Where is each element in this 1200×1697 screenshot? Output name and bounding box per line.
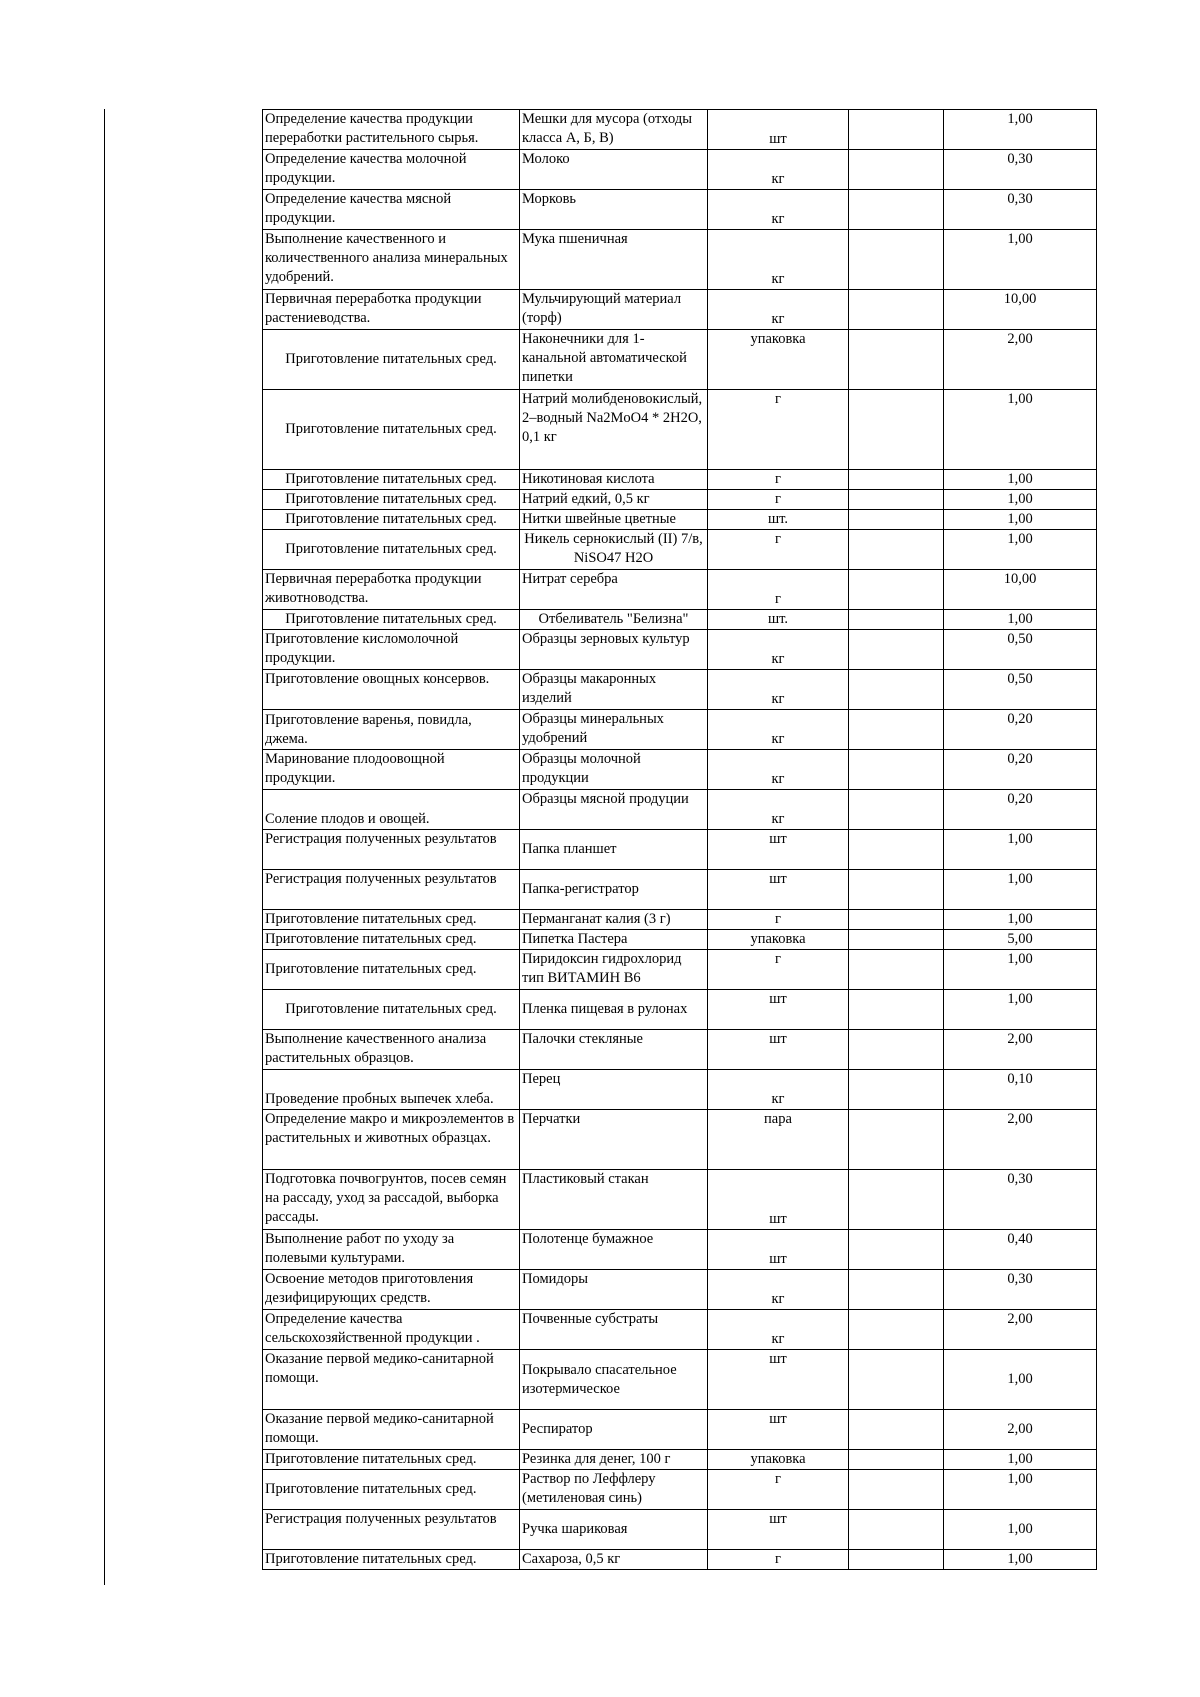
empty-cell xyxy=(849,790,944,830)
material-cell: Перманганат калия (3 г) xyxy=(520,910,708,930)
material-cell: Пленка пищевая в рулонах xyxy=(520,990,708,1030)
quantity-cell: 1,00 xyxy=(944,870,1097,910)
quantity-cell: 1,00 xyxy=(944,1470,1097,1510)
operation-cell: Приготовление питательных сред. xyxy=(263,1450,520,1470)
table-row xyxy=(263,1410,1097,1450)
material-cell: Палочки стекляные xyxy=(520,1030,708,1070)
material-cell: Полотенце бумажное xyxy=(520,1230,708,1270)
material-cell: Образцы макаронных изделий xyxy=(520,670,708,710)
unit-cell: шт xyxy=(708,870,849,910)
empty-cell xyxy=(849,610,944,630)
material-cell: Ручка шариковая xyxy=(520,1510,708,1550)
operation-cell: Приготовление питательных сред. xyxy=(263,1470,520,1510)
quantity-cell: 1,00 xyxy=(944,830,1097,870)
operation-cell: Определение макро и микроэлементов в растительных и животных образцах. xyxy=(263,1110,520,1170)
unit-cell: шт. xyxy=(708,510,849,530)
quantity-cell: 2,00 xyxy=(944,330,1097,390)
table-row xyxy=(263,510,1097,530)
material-cell: Мульчирующий материал (торф) xyxy=(520,290,708,330)
quantity-cell: 1,00 xyxy=(944,510,1097,530)
table-row xyxy=(263,190,1097,230)
quantity-cell: 10,00 xyxy=(944,290,1097,330)
material-cell: Покрывало спасательное изотермическое xyxy=(520,1350,708,1410)
unit-cell: кг xyxy=(708,150,849,190)
operation-cell: Приготовление питательных сред. xyxy=(263,990,520,1030)
quantity-cell: 1,00 xyxy=(944,1450,1097,1470)
table-row xyxy=(263,1510,1097,1550)
material-cell: Натрий молибденовокислый, 2–водный Na2MoO4 * 2H2O, 0,1 кг xyxy=(520,390,708,470)
material-cell: Морковь xyxy=(520,190,708,230)
operation-cell: Первичная переработка продукции растениеводства. xyxy=(263,290,520,330)
table-row xyxy=(263,1070,1097,1110)
table-row xyxy=(263,390,1097,470)
quantity-cell: 1,00 xyxy=(944,530,1097,570)
empty-cell xyxy=(849,470,944,490)
operation-cell: Приготовление овощных консервов. xyxy=(263,670,520,710)
quantity-cell: 2,00 xyxy=(944,1030,1097,1070)
table-row xyxy=(263,570,1097,610)
table-row xyxy=(263,910,1097,930)
table-row xyxy=(263,610,1097,630)
unit-cell: кг xyxy=(708,1270,849,1310)
unit-cell: г xyxy=(708,470,849,490)
table-row xyxy=(263,630,1097,670)
table-row xyxy=(263,530,1097,570)
operation-cell: Регистрация полученных результатов xyxy=(263,1510,520,1550)
empty-cell xyxy=(849,1030,944,1070)
material-cell: Папка планшет xyxy=(520,830,708,870)
page-margin-line xyxy=(104,109,105,1585)
quantity-cell: 0,30 xyxy=(944,150,1097,190)
empty-cell xyxy=(849,390,944,470)
unit-cell: шт xyxy=(708,110,849,150)
empty-cell xyxy=(849,870,944,910)
empty-cell xyxy=(849,150,944,190)
operation-cell: Регистрация полученных результатов xyxy=(263,870,520,910)
empty-cell xyxy=(849,110,944,150)
operation-cell: Подготовка почвогрунтов, посев семян на рассаду, уход за рассадой, выборка рассады. xyxy=(263,1170,520,1230)
material-cell: Пипетка Пастера xyxy=(520,930,708,950)
operation-cell: Соление плодов и овощей. xyxy=(263,790,520,830)
quantity-cell: 5,00 xyxy=(944,930,1097,950)
table-row xyxy=(263,490,1097,510)
unit-cell: шт. xyxy=(708,610,849,630)
table-row xyxy=(263,830,1097,870)
table-row xyxy=(263,150,1097,190)
empty-cell xyxy=(849,1410,944,1450)
operation-cell: Определение качества мясной продукции. xyxy=(263,190,520,230)
empty-cell xyxy=(849,1310,944,1350)
operation-cell: Определение качества продукции переработки растительного сырья. xyxy=(263,110,520,150)
empty-cell xyxy=(849,990,944,1030)
unit-cell: шт xyxy=(708,1030,849,1070)
table-row xyxy=(263,670,1097,710)
unit-cell: шт xyxy=(708,1350,849,1410)
operation-cell: Оказание первой медико-санитарной помощи. xyxy=(263,1410,520,1450)
unit-cell: кг xyxy=(708,190,849,230)
material-cell: Сахароза, 0,5 кг xyxy=(520,1550,708,1570)
unit-cell: г xyxy=(708,570,849,610)
empty-cell xyxy=(849,930,944,950)
empty-cell xyxy=(849,1270,944,1310)
operation-cell: Выполнение качественного и количественного анализа минеральных удобрений. xyxy=(263,230,520,290)
operation-cell: Определение качества молочной продукции. xyxy=(263,150,520,190)
unit-cell: шт xyxy=(708,830,849,870)
material-cell: Мука пшеничная xyxy=(520,230,708,290)
unit-cell: кг xyxy=(708,750,849,790)
unit-cell: г xyxy=(708,1550,849,1570)
quantity-cell: 0,30 xyxy=(944,1170,1097,1230)
table-row xyxy=(263,990,1097,1030)
operation-cell: Приготовление питательных сред. xyxy=(263,530,520,570)
table-row xyxy=(263,1170,1097,1230)
operation-cell: Приготовление кисломолочной продукции. xyxy=(263,630,520,670)
table-row xyxy=(263,1030,1097,1070)
quantity-cell: 1,00 xyxy=(944,110,1097,150)
operation-cell: Оказание первой медико-санитарной помощи. xyxy=(263,1350,520,1410)
empty-cell xyxy=(849,1470,944,1510)
unit-cell: г xyxy=(708,910,849,930)
unit-cell: г xyxy=(708,490,849,510)
quantity-cell: 1,00 xyxy=(944,1550,1097,1570)
empty-cell xyxy=(849,1170,944,1230)
table-row xyxy=(263,1110,1097,1170)
quantity-cell: 0,30 xyxy=(944,1270,1097,1310)
unit-cell: г xyxy=(708,530,849,570)
material-cell: Раствор по Леффлеру (метиленовая синь) xyxy=(520,1470,708,1510)
quantity-cell: 1,00 xyxy=(944,230,1097,290)
material-cell: Перчатки xyxy=(520,1110,708,1170)
unit-cell: г xyxy=(708,950,849,990)
unit-cell: кг xyxy=(708,790,849,830)
unit-cell: упаковка xyxy=(708,330,849,390)
unit-cell: шт xyxy=(708,1230,849,1270)
quantity-cell: 1,00 xyxy=(944,990,1097,1030)
quantity-cell: 2,00 xyxy=(944,1110,1097,1170)
material-cell: Никотиновая кислота xyxy=(520,470,708,490)
unit-cell: пара xyxy=(708,1110,849,1170)
quantity-cell: 1,00 xyxy=(944,1350,1097,1410)
material-cell: Пластиковый стакан xyxy=(520,1170,708,1230)
material-cell: Образцы зерновых культур xyxy=(520,630,708,670)
empty-cell xyxy=(849,1070,944,1110)
empty-cell xyxy=(849,490,944,510)
unit-cell: кг xyxy=(708,290,849,330)
empty-cell xyxy=(849,190,944,230)
table-row xyxy=(263,470,1097,490)
operation-cell: Определение качества сельскохозяйственной продукции . xyxy=(263,1310,520,1350)
material-cell: Резинка для денег, 100 г xyxy=(520,1450,708,1470)
operation-cell: Приготовление питательных сред. xyxy=(263,1550,520,1570)
table-row xyxy=(263,1470,1097,1510)
material-cell: Отбеливатель "Белизна" xyxy=(520,610,708,630)
empty-cell xyxy=(849,510,944,530)
quantity-cell: 0,20 xyxy=(944,750,1097,790)
operation-cell: Выполнение качественного анализа растительных образцов. xyxy=(263,1030,520,1070)
quantity-cell: 10,00 xyxy=(944,570,1097,610)
empty-cell xyxy=(849,910,944,930)
material-cell: Перец xyxy=(520,1070,708,1110)
quantity-cell: 0,50 xyxy=(944,630,1097,670)
empty-cell xyxy=(849,1450,944,1470)
quantity-cell: 1,00 xyxy=(944,910,1097,930)
unit-cell: шт xyxy=(708,990,849,1030)
table-row xyxy=(263,290,1097,330)
material-cell: Образцы минеральных удобрений xyxy=(520,710,708,750)
quantity-cell: 0,20 xyxy=(944,710,1097,750)
empty-cell xyxy=(849,1550,944,1570)
empty-cell xyxy=(849,230,944,290)
table-row xyxy=(263,1310,1097,1350)
operation-cell: Приготовление питательных сред. xyxy=(263,490,520,510)
materials-table-body xyxy=(263,110,1097,1570)
table-row xyxy=(263,750,1097,790)
table-row xyxy=(263,110,1097,150)
unit-cell: кг xyxy=(708,1070,849,1110)
empty-cell xyxy=(849,950,944,990)
quantity-cell: 0,20 xyxy=(944,790,1097,830)
table-row xyxy=(263,950,1097,990)
table-row xyxy=(263,1350,1097,1410)
unit-cell: шт xyxy=(708,1510,849,1550)
material-cell: Образцы мясной продуции xyxy=(520,790,708,830)
empty-cell xyxy=(849,1350,944,1410)
material-cell: Респиратор xyxy=(520,1410,708,1450)
empty-cell xyxy=(849,330,944,390)
empty-cell xyxy=(849,670,944,710)
quantity-cell: 1,00 xyxy=(944,390,1097,470)
table-row xyxy=(263,1230,1097,1270)
operation-cell: Первичная переработка продукции животноводства. xyxy=(263,570,520,610)
table-row xyxy=(263,330,1097,390)
unit-cell: упаковка xyxy=(708,930,849,950)
material-cell: Нитки швейные цветные xyxy=(520,510,708,530)
empty-cell xyxy=(849,710,944,750)
operation-cell: Приготовление питательных сред. xyxy=(263,610,520,630)
quantity-cell: 1,00 xyxy=(944,470,1097,490)
material-cell: Образцы молочной продукции xyxy=(520,750,708,790)
material-cell: Пиридоксин гидрохлорид тип ВИТАМИН В6 xyxy=(520,950,708,990)
table-row xyxy=(263,710,1097,750)
material-cell: Молоко xyxy=(520,150,708,190)
quantity-cell: 2,00 xyxy=(944,1310,1097,1350)
operation-cell: Приготовление питательных сред. xyxy=(263,390,520,470)
unit-cell: кг xyxy=(708,670,849,710)
operation-cell: Приготовление питательных сред. xyxy=(263,510,520,530)
operation-cell: Приготовление питательных сред. xyxy=(263,470,520,490)
material-cell: Почвенные субстраты xyxy=(520,1310,708,1350)
material-cell: Натрий едкий, 0,5 кг xyxy=(520,490,708,510)
operation-cell: Выполнение работ по уходу за полевыми культурами. xyxy=(263,1230,520,1270)
unit-cell: кг xyxy=(708,630,849,670)
material-cell: Никель сернокислый (II) 7/в, NiSO47 H2O xyxy=(520,530,708,570)
operation-cell: Освоение методов приготовления дезифицирующих средств. xyxy=(263,1270,520,1310)
empty-cell xyxy=(849,1510,944,1550)
table-row xyxy=(263,1450,1097,1470)
unit-cell: г xyxy=(708,1470,849,1510)
empty-cell xyxy=(849,530,944,570)
empty-cell xyxy=(849,1230,944,1270)
table-row xyxy=(263,1270,1097,1310)
operation-cell: Приготовление питательных сред. xyxy=(263,930,520,950)
material-cell: Помидоры xyxy=(520,1270,708,1310)
material-cell: Мешки для мусора (отходы класса А, Б, В) xyxy=(520,110,708,150)
unit-cell: кг xyxy=(708,230,849,290)
empty-cell xyxy=(849,630,944,670)
quantity-cell: 0,50 xyxy=(944,670,1097,710)
quantity-cell: 0,30 xyxy=(944,190,1097,230)
quantity-cell: 1,00 xyxy=(944,950,1097,990)
quantity-cell: 0,10 xyxy=(944,1070,1097,1110)
operation-cell: Регистрация полученных результатов xyxy=(263,830,520,870)
table-row xyxy=(263,790,1097,830)
empty-cell xyxy=(849,290,944,330)
quantity-cell: 1,00 xyxy=(944,610,1097,630)
material-cell: Папка-регистратор xyxy=(520,870,708,910)
empty-cell xyxy=(849,750,944,790)
unit-cell: кг xyxy=(708,710,849,750)
unit-cell: г xyxy=(708,390,849,470)
quantity-cell: 1,00 xyxy=(944,1510,1097,1550)
operation-cell: Приготовление питательных сред. xyxy=(263,950,520,990)
table-row xyxy=(263,230,1097,290)
empty-cell xyxy=(849,1110,944,1170)
operation-cell: Приготовление питательных сред. xyxy=(263,910,520,930)
table-row xyxy=(263,870,1097,910)
unit-cell: шт xyxy=(708,1410,849,1450)
unit-cell: упаковка xyxy=(708,1450,849,1470)
materials-table xyxy=(262,109,1097,1570)
quantity-cell: 1,00 xyxy=(944,490,1097,510)
unit-cell: шт xyxy=(708,1170,849,1230)
unit-cell: кг xyxy=(708,1310,849,1350)
material-cell: Нитрат серебра xyxy=(520,570,708,610)
empty-cell xyxy=(849,830,944,870)
operation-cell: Приготовление питательных сред. xyxy=(263,330,520,390)
table-row xyxy=(263,930,1097,950)
empty-cell xyxy=(849,570,944,610)
quantity-cell: 2,00 xyxy=(944,1410,1097,1450)
quantity-cell: 0,40 xyxy=(944,1230,1097,1270)
table-row xyxy=(263,1550,1097,1570)
operation-cell: Приготовление варенья, повидла, джема. xyxy=(263,710,520,750)
operation-cell: Маринование плодоовощной продукции. xyxy=(263,750,520,790)
operation-cell: Проведение пробных выпечек хлеба. xyxy=(263,1070,520,1110)
material-cell: Наконечники для 1-канальной автоматической пипетки xyxy=(520,330,708,390)
